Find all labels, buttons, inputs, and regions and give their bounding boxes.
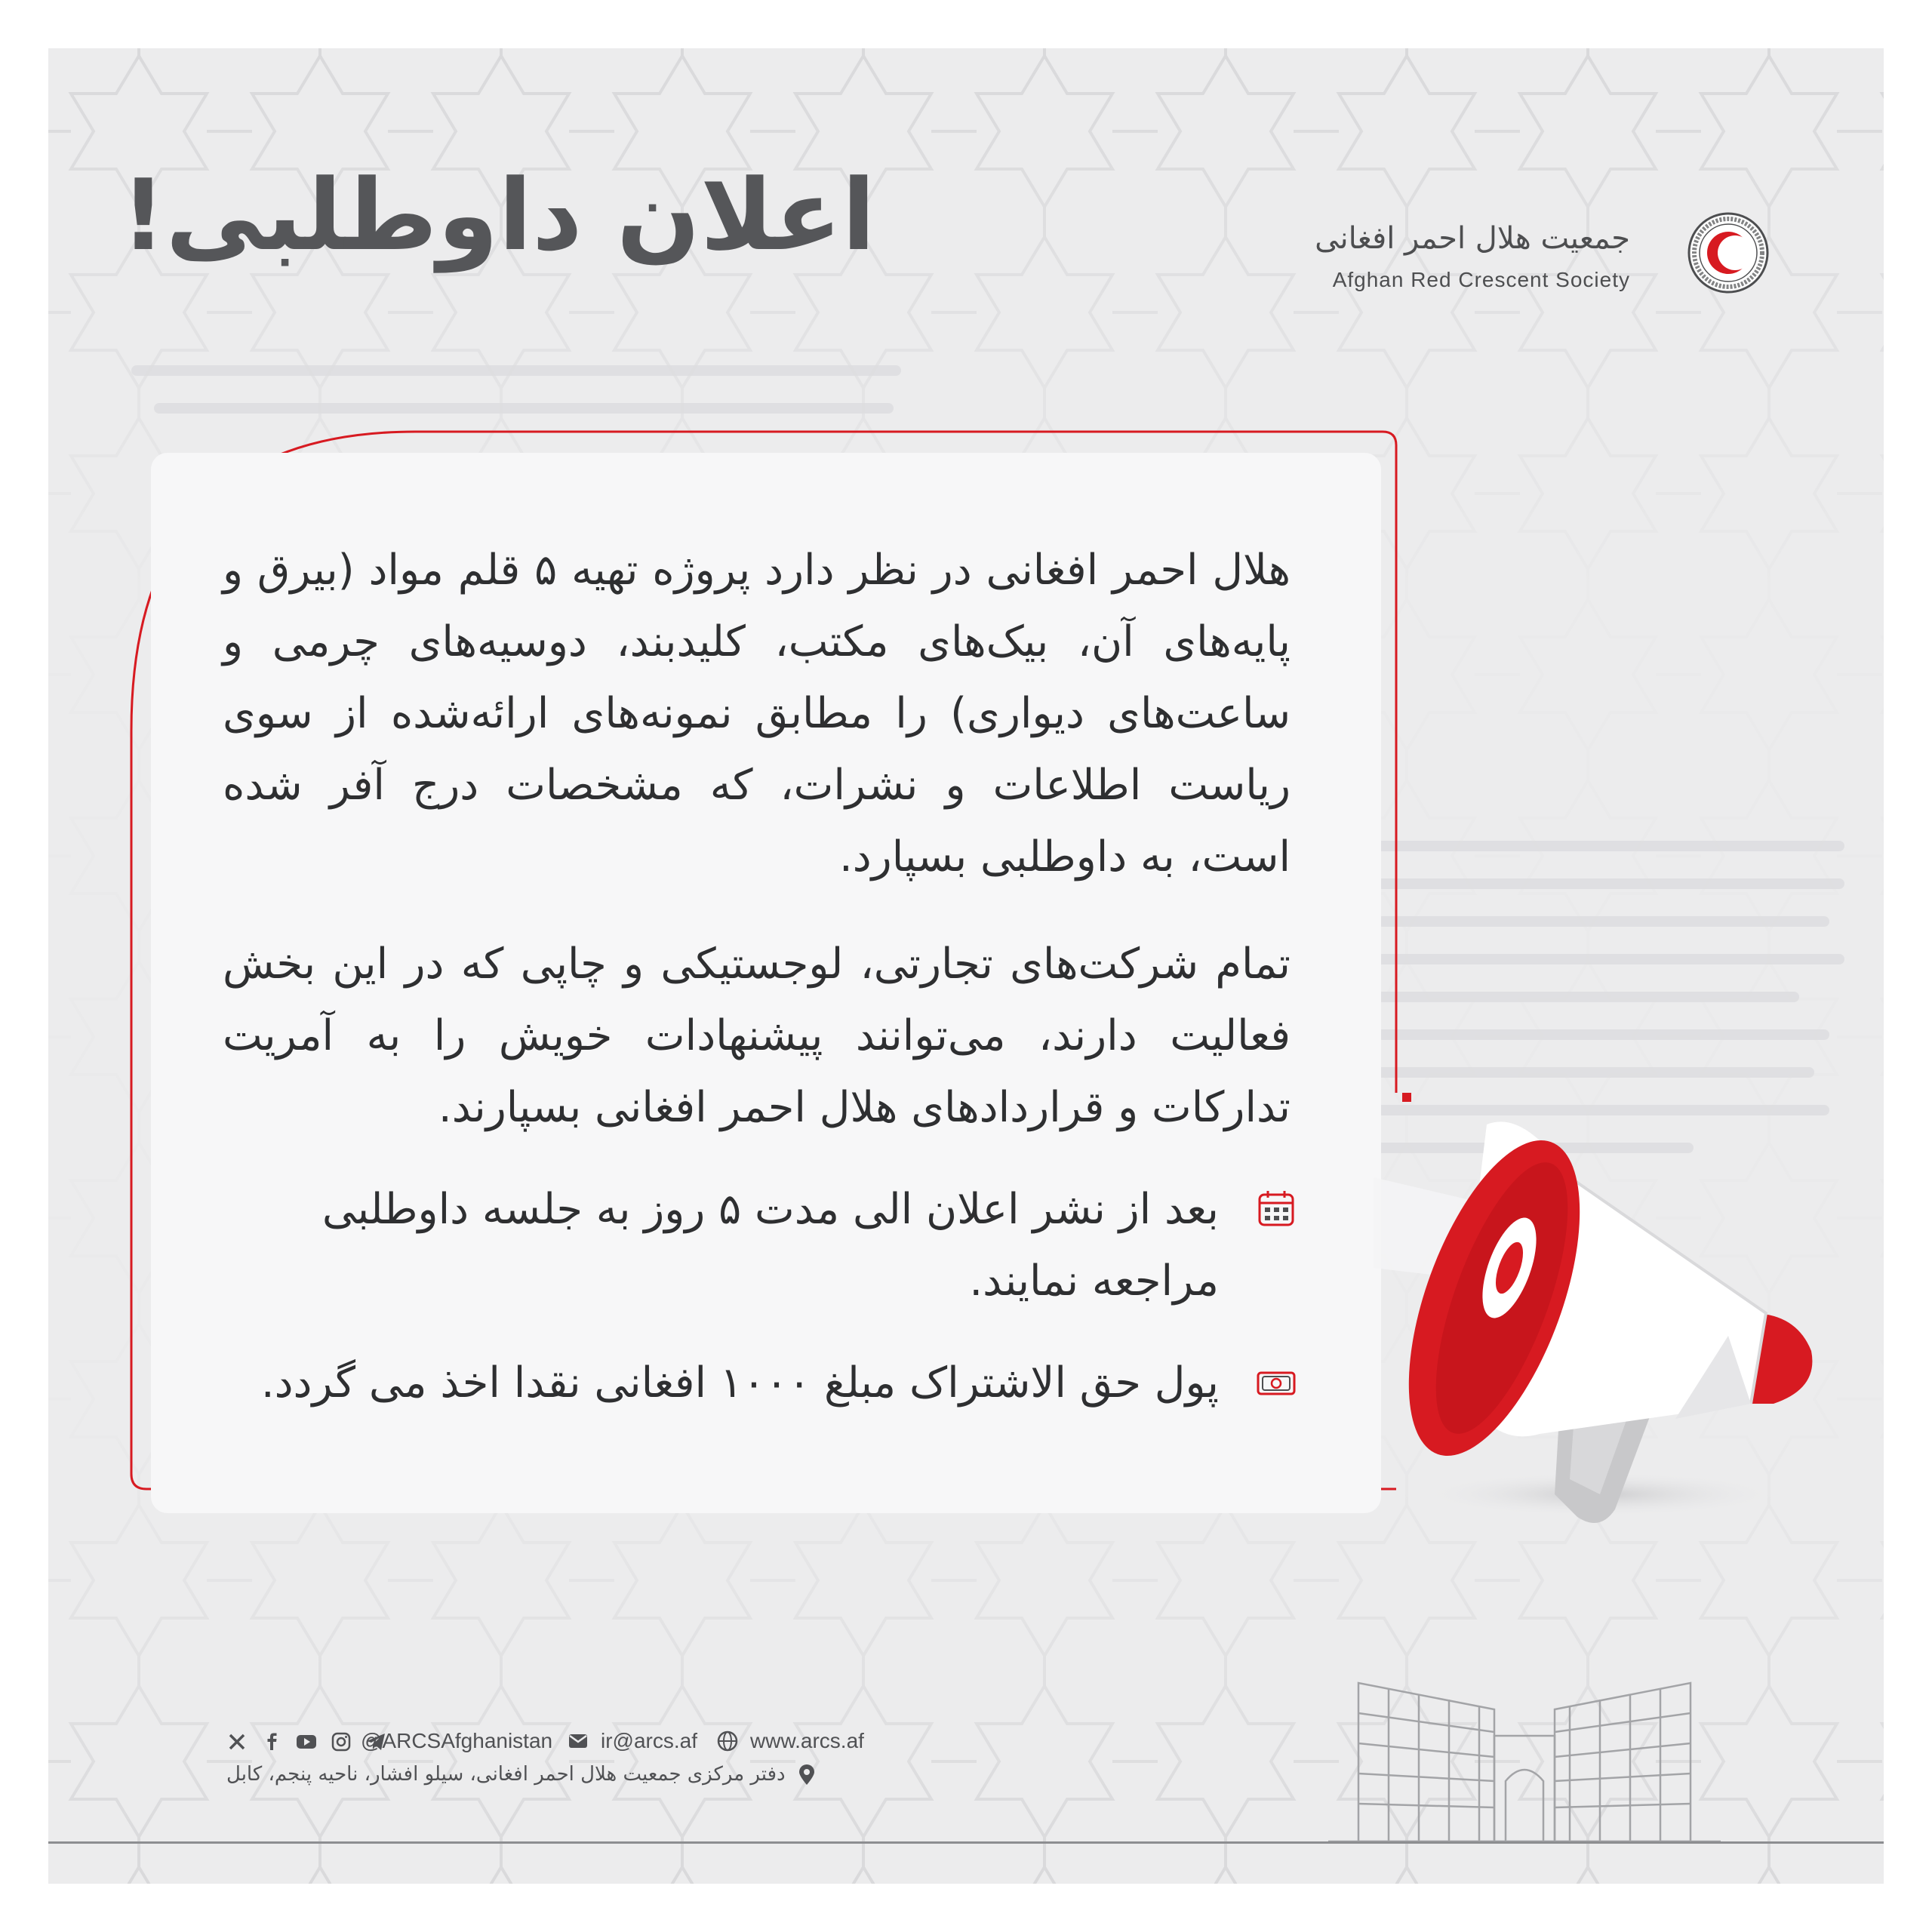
bullet-fee: پول حق الاشتراک مبلغ ۱۰۰۰ افغانی نقدا اخذ می گردد. xyxy=(260,1358,1219,1407)
ghost-text-line xyxy=(1377,1067,1814,1078)
ghost-text-line xyxy=(131,365,901,376)
ghost-text-line xyxy=(1377,954,1844,964)
email-link[interactable] xyxy=(568,1724,697,1758)
bullet-deadline: بعد از نشر اعلان الی مدت ۵ روز به جلسه داوطلبی مراجعه نمایند. xyxy=(321,1185,1219,1306)
announcement-paragraph-1: هلال احمر افغانی در نظر دارد پروژه تهیه ۵ قلم مواد (بیرق و پایه‌های آن، بیک‌های مکتب، کلیدبند، دوسیه‌های چرمی و ساعت‌های دیواری) را مطابق نمونه‌های ارائه‌شده از سوی ریاست اطلاعات و نشرات، که مشخصات درج آفر شده است، به داوطلبی بسپارد. xyxy=(223,546,1291,881)
youtube-icon[interactable] xyxy=(296,1731,317,1752)
money-icon xyxy=(1256,1363,1297,1404)
location-pin-icon xyxy=(798,1764,816,1786)
email-text[interactable]: ir@arcs.af xyxy=(601,1729,697,1752)
globe-icon xyxy=(717,1730,738,1752)
x-icon[interactable] xyxy=(226,1731,248,1752)
calendar-icon xyxy=(1256,1188,1297,1229)
ghost-text-line xyxy=(1377,878,1844,889)
ground-line xyxy=(48,1841,1884,1844)
page-title: اعلان داوطلبی! xyxy=(121,158,875,272)
social-handle-text[interactable]: @ARCSAfghanistan xyxy=(361,1729,553,1752)
organization-name-en: Afghan Red Crescent Society xyxy=(1332,268,1630,291)
building-illustration xyxy=(1328,1668,1721,1849)
arcs-logo xyxy=(1687,211,1770,294)
address-line xyxy=(226,1763,860,1796)
facebook-icon[interactable] xyxy=(261,1731,282,1752)
instagram-icon[interactable] xyxy=(331,1731,352,1752)
website-text[interactable]: www.arcs.af xyxy=(750,1729,864,1752)
ghost-text-line xyxy=(1377,992,1799,1002)
announcement-paragraph-2: تمام شرکت‌های تجارتی، لوجستیکی و چاپی که در این بخش فعالیت دارند، می‌توانند پیشنهادات خویش را به آمریت تدارکات و قراردادهای هلال احمر افغانی بسپارند. xyxy=(223,940,1291,1132)
address-text: دفتر مرکزی جمعیت هلال احمر افغانی، سیلو افشار، ناحیه پنجم، کابل xyxy=(226,1763,786,1786)
website-link[interactable] xyxy=(717,1724,864,1758)
ghost-text-line xyxy=(1361,841,1844,851)
megaphone-illustration xyxy=(1374,1087,1841,1540)
ghost-text-line xyxy=(154,403,894,414)
social-handle[interactable] xyxy=(361,1724,552,1758)
ghost-text-line xyxy=(1377,916,1829,927)
ghost-text-line xyxy=(1377,1029,1829,1040)
organization-name-fa: جمعیت هلال احمر افغانی xyxy=(1315,221,1630,256)
mail-icon xyxy=(568,1730,589,1752)
